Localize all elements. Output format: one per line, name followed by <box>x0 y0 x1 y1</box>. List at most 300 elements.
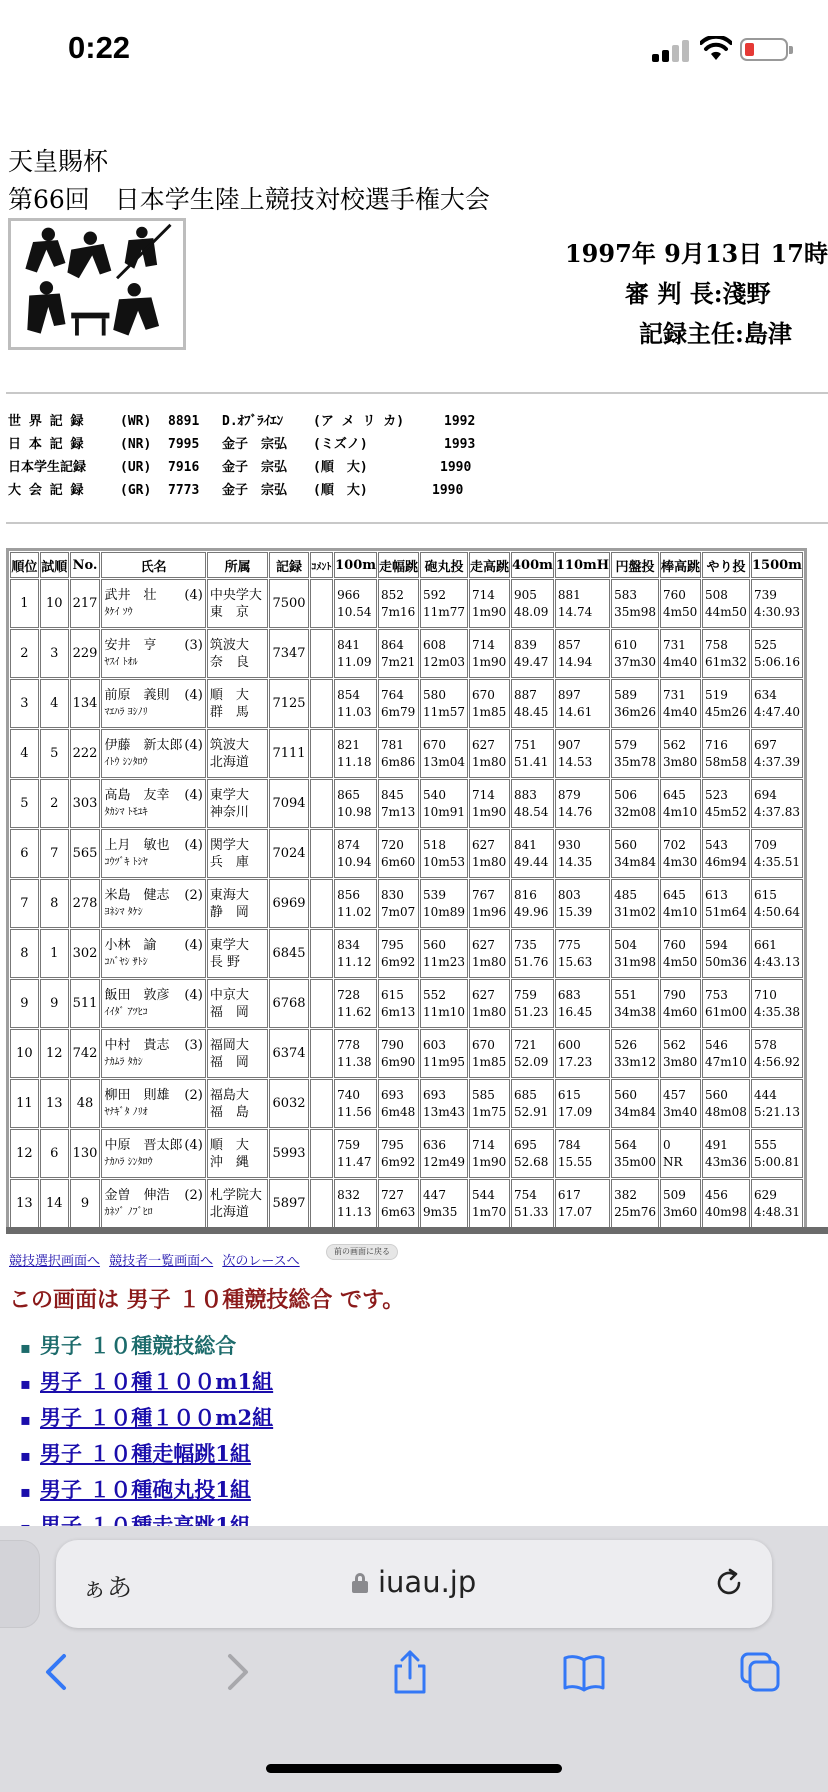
grade: (4) <box>184 837 203 853</box>
divider <box>6 392 828 394</box>
event-points: 883 <box>513 787 537 802</box>
order-cell <box>40 1179 69 1228</box>
event-cell <box>555 979 610 1028</box>
event-cell <box>378 879 419 928</box>
event-mark: 6m13 <box>381 1004 416 1019</box>
lock-icon <box>352 1573 368 1593</box>
order-cell <box>40 729 69 778</box>
order: 6 <box>50 1146 59 1161</box>
event-points: 795 <box>381 937 404 952</box>
event-cell <box>420 779 468 828</box>
event-list-item[interactable] <box>20 1402 273 1438</box>
event-mark: 11.62 <box>337 1004 372 1019</box>
event-mark: 14.94 <box>557 654 593 669</box>
score-cell <box>269 1079 308 1128</box>
event-cell <box>751 1129 803 1178</box>
event-mark: 7m13 <box>381 804 416 819</box>
event-points: 845 <box>381 787 404 802</box>
event-cell <box>378 1129 419 1178</box>
event-cell <box>511 1179 554 1228</box>
event-cell <box>611 829 659 878</box>
no-cell <box>70 1079 101 1128</box>
event-link[interactable]: 男子 １０種走幅跳1組 <box>40 1441 251 1466</box>
record-org: (順 大) <box>313 460 368 475</box>
back-button[interactable]: 前の画面に戻る <box>326 1244 398 1260</box>
battery-icon <box>740 38 788 61</box>
event-cell <box>751 679 803 728</box>
event-cell <box>511 879 554 928</box>
event-points: 685 <box>513 1087 537 1102</box>
event-mark: 11.38 <box>337 1054 372 1069</box>
event-cell <box>420 979 468 1028</box>
event-mark: 16.45 <box>557 1004 593 1019</box>
event-cell <box>334 1179 377 1228</box>
event-mark: 3m60 <box>663 1204 698 1219</box>
event-cell <box>378 629 419 678</box>
table-row <box>10 779 803 828</box>
event-mark: 4m30 <box>663 854 698 869</box>
name-cell <box>101 679 205 728</box>
event-cell <box>334 829 377 878</box>
screen-note: この画面は 男子 １０種競技総合 です。 <box>9 1287 405 1313</box>
event-points: 627 <box>471 937 495 952</box>
column-header: 走高跳 <box>469 552 510 578</box>
event-cell <box>611 1079 659 1128</box>
bib-number: 278 <box>72 896 98 911</box>
total-score: 6374 <box>272 1046 306 1061</box>
athlete-name: 飯田 敦彦 <box>104 987 170 1003</box>
event-points: 519 <box>705 687 728 702</box>
event-cell <box>420 879 468 928</box>
event-list-item[interactable] <box>20 1474 273 1510</box>
no-cell <box>70 879 101 928</box>
event-points: 839 <box>513 637 537 652</box>
tabs-icon[interactable] <box>738 1650 782 1694</box>
event-points: 636 <box>423 1137 446 1152</box>
event-cell <box>555 579 610 628</box>
order-cell <box>40 629 69 678</box>
event-mark: 51.41 <box>513 754 549 769</box>
table-row <box>10 729 803 778</box>
prefecture: 東 京 <box>209 604 249 620</box>
event-cell <box>511 1079 554 1128</box>
record-name: 金子 宗弘 <box>222 437 288 452</box>
event-points: 821 <box>337 737 361 752</box>
reader-settings-button[interactable]: ぁあ <box>82 1573 133 1602</box>
event-cell <box>469 929 510 978</box>
chevron-right-icon[interactable] <box>214 1650 258 1694</box>
event-points: 714 <box>471 1137 495 1152</box>
rank-cell <box>10 579 39 628</box>
event-points: 865 <box>337 787 361 802</box>
event-mark: 6m92 <box>381 954 416 969</box>
record-org: (ミズノ) <box>313 437 368 452</box>
event-cell <box>611 979 659 1028</box>
event-list-item[interactable] <box>20 1438 273 1474</box>
name-cell <box>101 1079 205 1128</box>
event-cell <box>660 729 701 778</box>
event-select-link[interactable]: 競技選択画面へ <box>9 1254 101 1269</box>
url-domain[interactable]: iuau.jp <box>378 1565 477 1599</box>
chevron-left-icon[interactable] <box>36 1650 80 1694</box>
event-cell <box>511 1029 554 1078</box>
athlete-name: 中原 晋太郎 <box>104 1137 183 1153</box>
event-mark: 32m08 <box>614 804 656 819</box>
column-header: やり投 <box>702 552 750 578</box>
event-mark: 35m00 <box>614 1154 656 1169</box>
name-cell <box>101 579 205 628</box>
event-cell <box>702 1029 750 1078</box>
event-cell <box>660 1129 701 1178</box>
page-title-1: 天皇賜杯 <box>8 147 109 176</box>
event-mark: 4:37.83 <box>753 804 800 819</box>
home-indicator <box>266 1764 562 1773</box>
event-points: 589 <box>614 687 637 702</box>
event-mark: 5:00.81 <box>753 1154 800 1169</box>
event-points: 627 <box>471 837 495 852</box>
event-list-item[interactable] <box>20 1366 273 1402</box>
athlete-name: 小林 諭 <box>104 937 157 953</box>
order-cell <box>40 579 69 628</box>
rank: 11 <box>16 1096 33 1111</box>
score-cell <box>269 579 308 628</box>
event-mark: 11.09 <box>337 654 372 669</box>
event-mark: 6m48 <box>381 1104 416 1119</box>
event-cell <box>660 879 701 928</box>
event-points: 447 <box>423 1187 446 1202</box>
event-mark: 17.07 <box>557 1204 593 1219</box>
event-cell <box>555 1029 610 1078</box>
name-cell <box>101 979 205 1028</box>
rank-cell <box>10 829 39 878</box>
athlete-kana: ﾔﾅｷﾞﾀ ﾉﾘｵ <box>104 1106 148 1118</box>
event-points: 670 <box>471 1037 495 1052</box>
event-mark: 17.09 <box>557 1104 593 1119</box>
score-cell <box>269 779 308 828</box>
name-cell <box>101 629 205 678</box>
event-cell <box>334 879 377 928</box>
event-mark: 1m80 <box>471 754 507 769</box>
event-points: 714 <box>471 637 495 652</box>
event-mark: 11m77 <box>423 604 465 619</box>
event-points: 444 <box>753 1087 777 1102</box>
comment-cell <box>310 629 334 678</box>
event-points: 695 <box>513 1137 537 1152</box>
event-mark: 3m40 <box>663 1104 698 1119</box>
no-cell <box>70 579 101 628</box>
affiliation-cell <box>207 1129 269 1178</box>
affiliation-cell <box>207 1079 269 1128</box>
event-mark: 3m80 <box>663 1054 698 1069</box>
bib-number: 222 <box>72 746 98 761</box>
prefecture: 兵 庫 <box>209 854 249 870</box>
previous-tab-preview[interactable] <box>0 1540 40 1628</box>
event-cell <box>751 879 803 928</box>
event-mark: 51.76 <box>513 954 549 969</box>
event-mark: 1m90 <box>471 604 507 619</box>
event-cell <box>420 1029 468 1078</box>
event-cell <box>334 1079 377 1128</box>
athlete-name: 米島 健志 <box>104 887 170 903</box>
event-points: 562 <box>663 1037 686 1052</box>
comment-cell <box>310 729 334 778</box>
event-points: 634 <box>753 687 777 702</box>
total-score: 7125 <box>272 696 306 711</box>
comment-cell <box>310 1079 334 1128</box>
reload-icon[interactable] <box>712 1566 746 1600</box>
event-cell <box>555 1129 610 1178</box>
order-cell <box>40 979 69 1028</box>
record-year: 1990 <box>440 460 472 475</box>
order: 13 <box>45 1096 63 1111</box>
rank: 2 <box>20 646 29 661</box>
event-mark: 14.74 <box>557 604 593 619</box>
rank-cell <box>10 929 39 978</box>
event-cell <box>511 629 554 678</box>
grade: (4) <box>184 937 203 953</box>
order-cell <box>40 1129 69 1178</box>
event-cell <box>420 829 468 878</box>
event-link[interactable]: 男子 １０種砲丸投1組 <box>40 1477 251 1502</box>
comment-cell <box>310 1179 334 1228</box>
event-mark: 49.96 <box>513 904 549 919</box>
event-mark: 33m12 <box>614 1054 656 1069</box>
total-score: 7500 <box>272 596 306 611</box>
university: 東海大 <box>209 887 249 903</box>
event-mark: 52.68 <box>513 1154 549 1169</box>
record-code: (WR) <box>120 414 152 429</box>
event-mark: 4m50 <box>663 954 698 969</box>
column-header: 棒高跳 <box>660 552 701 578</box>
comment-cell <box>310 979 334 1028</box>
event-points: 552 <box>423 987 446 1002</box>
name-cell <box>101 1179 205 1228</box>
event-cell <box>334 779 377 828</box>
event-cell <box>378 679 419 728</box>
event-cell <box>611 679 659 728</box>
event-points: 897 <box>557 687 581 702</box>
record-label: 大 会 記 録 <box>8 483 84 498</box>
page-title-2: 第66回 日本学生陸上競技対校選手権大会 <box>8 185 490 214</box>
athlete-name: 高島 友幸 <box>104 787 170 803</box>
event-cell <box>511 1129 554 1178</box>
event-points: 710 <box>753 987 777 1002</box>
bullet-icon: ▪ <box>20 1410 31 1429</box>
event-mark: 61m32 <box>705 654 747 669</box>
event-mark: 1m75 <box>471 1104 507 1119</box>
event-mark: 6m79 <box>381 704 416 719</box>
event-cell <box>378 1029 419 1078</box>
rank: 6 <box>20 846 29 861</box>
name-cell <box>101 929 205 978</box>
event-cell <box>469 779 510 828</box>
rank-cell <box>10 779 39 828</box>
event-cell <box>660 679 701 728</box>
event-mark: 11m57 <box>423 704 465 719</box>
event-cell <box>611 629 659 678</box>
order: 9 <box>50 996 59 1011</box>
event-mark: 11.13 <box>337 1204 372 1219</box>
no-cell <box>70 1179 101 1228</box>
event-mark: 48.09 <box>513 604 549 619</box>
results-table <box>6 548 807 1232</box>
event-cell <box>334 1029 377 1078</box>
event-points: 716 <box>705 737 728 752</box>
event-points: 508 <box>705 587 728 602</box>
event-mark: 17.23 <box>557 1054 593 1069</box>
event-mark: 10m53 <box>423 854 465 869</box>
affiliation-cell <box>207 1179 269 1228</box>
comment-cell <box>310 579 334 628</box>
event-mark: 1m90 <box>471 654 507 669</box>
book-icon[interactable] <box>562 1650 606 1694</box>
event-cell <box>420 729 468 778</box>
table-row <box>10 829 803 878</box>
record-score: 8891 <box>168 414 200 429</box>
rank: 1 <box>20 596 29 611</box>
event-points: 709 <box>753 837 777 852</box>
order-cell <box>40 829 69 878</box>
event-mark: 14.61 <box>557 704 593 719</box>
event-list <box>20 1330 273 1546</box>
column-header: 円盤投 <box>611 552 659 578</box>
event-cell <box>511 579 554 628</box>
record-name: 金子 宗弘 <box>222 460 288 475</box>
address-bar[interactable] <box>56 1540 772 1628</box>
bib-number: 217 <box>72 596 98 611</box>
order: 8 <box>50 896 59 911</box>
event-points: 670 <box>423 737 446 752</box>
status-bar <box>0 0 828 100</box>
affiliation-cell <box>207 679 269 728</box>
order: 2 <box>50 796 59 811</box>
event-mark: 52.09 <box>513 1054 549 1069</box>
bib-number: 302 <box>72 946 98 961</box>
event-cell <box>611 1129 659 1178</box>
event-cell <box>702 879 750 928</box>
event-cell <box>469 679 510 728</box>
event-cell <box>751 829 803 878</box>
score-cell <box>269 1029 308 1078</box>
event-mark: 40m98 <box>705 1204 747 1219</box>
event-mark: 10.98 <box>337 804 372 819</box>
event-mark: 31m02 <box>614 904 656 919</box>
prefecture: 福 岡 <box>209 1054 249 1070</box>
column-header: No. <box>70 552 101 578</box>
event-points: 615 <box>557 1087 581 1102</box>
event-points: 841 <box>337 637 361 652</box>
athlete-kana: ﾀｹｲ ｿｳ <box>104 606 133 618</box>
event-cell <box>751 629 803 678</box>
athlete-name: 上月 敏也 <box>104 837 170 853</box>
event-cell <box>420 629 468 678</box>
meet-judge: 審 判 長:淺野 <box>624 279 771 308</box>
event-points: 764 <box>381 687 404 702</box>
prefecture: 長 野 <box>209 954 240 970</box>
event-mark: 6m86 <box>381 754 416 769</box>
event-cell <box>611 879 659 928</box>
event-mark: 46m94 <box>705 854 747 869</box>
score-cell <box>269 1129 308 1178</box>
record-org: (ア メ リ カ) <box>313 414 405 429</box>
share-icon[interactable] <box>388 1650 432 1694</box>
score-cell <box>269 679 308 728</box>
next-race-link[interactable]: 次のレースへ <box>222 1254 300 1269</box>
table-row <box>10 879 803 928</box>
rank: 9 <box>20 996 29 1011</box>
event-cell <box>469 729 510 778</box>
event-cell <box>660 829 701 878</box>
event-points: 727 <box>381 1187 404 1202</box>
event-points: 485 <box>614 887 637 902</box>
affiliation-cell <box>207 1029 269 1078</box>
event-points: 759 <box>337 1137 361 1152</box>
cellular-signal-icon <box>652 40 690 62</box>
score-cell <box>269 929 308 978</box>
order: 7 <box>50 846 59 861</box>
event-points: 560 <box>614 1087 637 1102</box>
university: 筑波大 <box>209 737 249 753</box>
event-mark: 1m85 <box>471 1054 507 1069</box>
event-points: 629 <box>753 1187 777 1202</box>
event-cell <box>378 979 419 1028</box>
order-cell <box>40 679 69 728</box>
table-row <box>10 579 803 628</box>
event-points: 754 <box>513 1187 537 1202</box>
record-name: D.ｵﾌﾞﾗｲｴﾝ <box>222 414 284 429</box>
event-points: 670 <box>471 687 495 702</box>
event-link[interactable]: 男子 １０種１００m1組 <box>40 1369 274 1394</box>
event-link[interactable]: 男子 １０種１００m2組 <box>40 1405 274 1430</box>
event-points: 560 <box>614 837 637 852</box>
event-points: 753 <box>705 987 728 1002</box>
event-points: 613 <box>705 887 728 902</box>
affiliation-cell <box>207 879 269 928</box>
event-cell <box>611 1029 659 1078</box>
event-cell <box>334 979 377 1028</box>
event-points: 694 <box>753 787 777 802</box>
athlete-name: 安井 亨 <box>104 637 157 653</box>
event-mark: 15.39 <box>557 904 593 919</box>
no-cell <box>70 779 101 828</box>
athlete-list-link[interactable]: 競技者一覧画面へ <box>109 1254 214 1269</box>
rank-cell <box>10 1079 39 1128</box>
event-cell <box>702 729 750 778</box>
event-points: 615 <box>753 887 777 902</box>
column-header: 走幅跳 <box>378 552 419 578</box>
grade: (4) <box>184 787 203 803</box>
score-cell <box>269 829 308 878</box>
bib-number: 130 <box>72 1146 98 1161</box>
athlete-kana: ﾀｶｼﾏ ﾄﾓﾕｷ <box>104 806 148 818</box>
total-score: 5993 <box>272 1146 306 1161</box>
event-mark: 11.03 <box>337 704 372 719</box>
event-mark: 13m04 <box>423 754 465 769</box>
event-points: 555 <box>753 1137 777 1152</box>
rank: 12 <box>16 1146 33 1161</box>
name-cell <box>101 729 205 778</box>
event-cell <box>469 1129 510 1178</box>
event-points: 790 <box>663 987 686 1002</box>
event-cell <box>660 1029 701 1078</box>
event-points: 721 <box>513 1037 537 1052</box>
event-mark: 4m60 <box>663 1004 698 1019</box>
bib-number: 229 <box>72 646 98 661</box>
bib-number: 303 <box>72 796 98 811</box>
event-points: 592 <box>423 587 446 602</box>
university: 福島大 <box>209 1087 249 1103</box>
event-mark: 34m84 <box>614 854 656 869</box>
